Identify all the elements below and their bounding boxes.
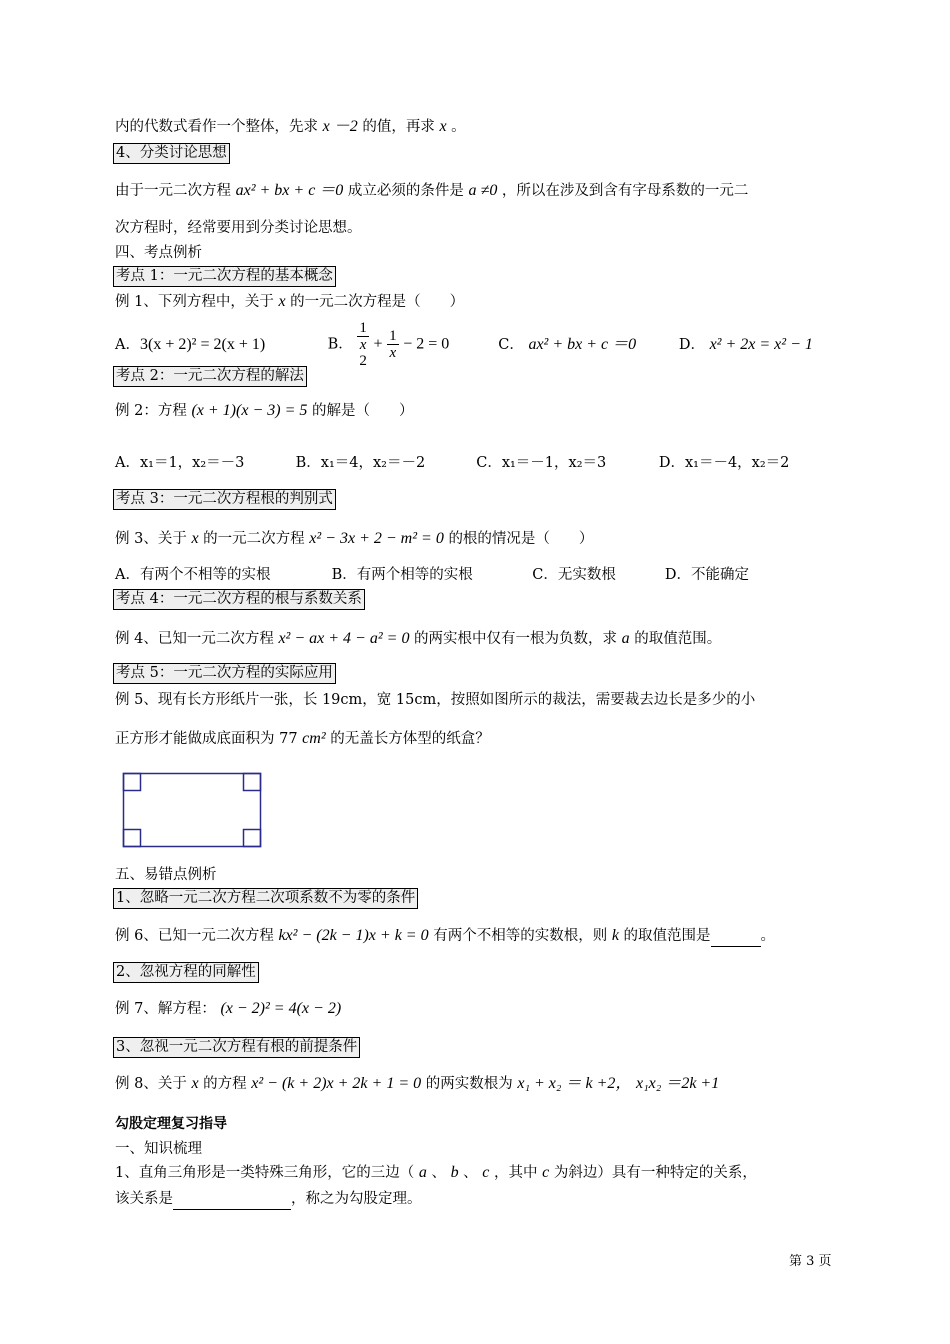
sec4-equation: ax² + bx + c ＝0 — [235, 182, 344, 199]
ex3-equation: x² − 3x + 2 − m² = 0 — [309, 530, 444, 547]
ex3-text: 例 3、关于 — [115, 531, 187, 547]
ex3-option-c: C．无实数根 — [532, 567, 616, 583]
ex6-text2: 有两个不相等的实数根，则 — [433, 928, 608, 944]
ex5-line2 — [115, 729, 490, 749]
ex6-equation: kx² − (2k − 1)x + k = 0 — [278, 927, 429, 944]
ex3-text3: 的根的情况是（ ） — [448, 531, 594, 547]
ex5-unit: cm² — [302, 730, 326, 747]
k2-heading: 考点 2：一元二次方程的解法 — [113, 366, 307, 387]
gougu-title: 勾股定理复习指导 — [115, 1116, 227, 1132]
intro-line — [115, 117, 466, 137]
part4-title: 四、考点例析 — [115, 245, 202, 261]
ex1-option-b — [328, 320, 494, 369]
kp1-a: a — [418, 1164, 427, 1181]
ex4-text: 例 4、已知一元二次方程 — [115, 631, 274, 647]
kp1-sep2: 、 — [463, 1165, 478, 1181]
e1-heading: 1、忽略一元二次方程二次项系数不为零的条件 — [113, 888, 418, 909]
intro-x: x — [439, 118, 447, 135]
kp1-b: b — [450, 1164, 459, 1181]
ex1-text2: 的一元二次方程是（ ） — [290, 294, 465, 310]
cutout-rectangle-figure — [122, 772, 262, 848]
part5-title: 五、易错点例析 — [115, 867, 217, 883]
intro-text: 内的代数式看作一个整体，先求 — [115, 119, 318, 135]
ex1-option-c-eq: ax² + bx + c ＝0 — [528, 335, 637, 353]
intro-expression: x －2 — [322, 118, 358, 135]
ex5-line2-post: 的无盖长方体型的纸盒？ — [330, 731, 490, 747]
ex3-option-a: A．有两个不相等的实根 — [115, 567, 271, 583]
option-label: D． — [678, 336, 705, 353]
ex2-text2: 的解是（ ） — [311, 403, 414, 419]
ex2-option-a: A．x₁＝1，x₂＝－3 — [115, 455, 245, 471]
ex6-text: 例 6、已知一元二次方程 — [115, 928, 274, 944]
ex1-options — [115, 320, 813, 369]
ex3-option-b: B．有两个相等的实根 — [331, 567, 473, 583]
page-number: 第 3 页 — [789, 1254, 832, 1269]
kp1-pre: 1、直角三角形是一类特殊三角形，它的三边（ — [115, 1165, 415, 1181]
ex1-option-a-eq: 3(x + 2)² = 2(x + 1) — [139, 335, 266, 353]
option-label: B． — [327, 336, 353, 353]
ex8-root-product: x₁x₂ ＝2k +1 — [635, 1075, 720, 1092]
ex2-equation: (x + 1)(x − 3) = 5 — [191, 402, 308, 419]
ex3-text2: 的一元二次方程 — [203, 531, 305, 547]
ex2-option-d: D．x₁＝－4，x₂＝2 — [658, 455, 790, 471]
sec4-pre: 由于一元二次方程 — [115, 183, 231, 199]
ex7-question — [115, 999, 341, 1019]
kp1-line2-pre: 该关系是 — [115, 1191, 173, 1207]
intro-text-end: 。 — [451, 119, 466, 135]
k5-heading: 考点 5：一元二次方程的实际应用 — [113, 663, 336, 684]
e3-heading: 3、忽视一元二次方程有根的前提条件 — [113, 1037, 360, 1058]
kp1-sep1: 、 — [431, 1165, 446, 1181]
ex6-end: 。 — [760, 928, 776, 944]
ex4-question — [115, 629, 721, 649]
e2-heading: 2、忽视方程的同解性 — [113, 962, 259, 983]
answer-blank[interactable] — [711, 926, 761, 947]
figure-corner-square-tl — [124, 774, 141, 791]
figure-corner-square-bl — [124, 830, 141, 847]
ex6-k: k — [611, 927, 619, 944]
ex2-question — [115, 401, 413, 421]
figure-outer-rect — [124, 774, 261, 847]
answer-blank[interactable] — [173, 1189, 291, 1210]
sec4-post: ，所以在涉及到含有字母系数的一元二 — [501, 183, 749, 199]
k4-heading: 考点 4：一元二次方程的根与系数关系 — [113, 589, 365, 610]
section4-heading: 4、分类讨论思想 — [113, 143, 230, 164]
option-label: A． — [115, 336, 140, 353]
ex8-question — [115, 1074, 719, 1094]
ex7-equation: (x − 2)² = 4(x − 2) — [220, 1000, 342, 1017]
figure-corner-square-tr — [244, 774, 261, 791]
ex5-line2-pre: 正方形才能做成底面积为 77 — [115, 731, 298, 747]
intro-text-mid: 的值，再求 — [362, 119, 435, 135]
ex8-root-sum: x₁ + x₂ ＝ k +2， — [517, 1075, 632, 1092]
sec4-condition: a ≠0 — [468, 182, 498, 199]
ex4-text2: 的两实根中仅有一根为负数，求 — [414, 631, 618, 647]
ex1-option-c — [498, 327, 674, 363]
ex4-a: a — [621, 630, 630, 647]
k3-heading: 考点 3：一元二次方程根的判别式 — [113, 489, 336, 510]
kp1-post: 为斜边）具有一种特定的关系， — [553, 1165, 757, 1181]
ex8-text3: 的两实数根为 — [425, 1076, 513, 1092]
ex6-question — [115, 926, 775, 947]
ex8-text: 例 8、关于 — [115, 1076, 187, 1092]
ex2-option-c: C．x₁＝－1，x₂＝3 — [476, 455, 607, 471]
fraction-1-over-x: $\frac{1}{x}$ — [389, 328, 397, 361]
ex2-text: 例 2：方程 — [115, 403, 187, 419]
kp1-mid: ，其中 — [494, 1165, 538, 1181]
sec4-line2: 次方程时，经常要用到分类讨论思想。 — [115, 220, 362, 236]
ex1-option-d-eq: x² + 2x = x² − 1 — [709, 335, 813, 353]
ex3-x: x — [191, 530, 199, 547]
kp1-c2: c — [542, 1164, 550, 1181]
sec4-line1 — [115, 181, 748, 201]
figure-corner-square-br — [244, 830, 261, 847]
ex5-line1: 例 5、现有长方形纸片一张，长 19cm，宽 15cm，按照如图所示的裁法，需要裁去边长是多少的小 — [115, 692, 756, 708]
ex8-x: x — [191, 1075, 199, 1092]
ex1-x: x — [278, 293, 286, 310]
fraction-1-over-x2: 1 x 2 — [359, 320, 367, 369]
ex1-text: 例 1、下列方程中，关于 — [115, 294, 274, 310]
k1-heading: 考点 1：一元二次方程的基本概念 — [113, 266, 336, 287]
ex2-option-b: B．x₁＝4，x₂＝－2 — [295, 455, 426, 471]
ex1-question — [115, 292, 464, 312]
ex1-option-b-plus: + — [373, 335, 383, 353]
ex1-option-d — [679, 327, 813, 363]
ex1-option-b-end: − 2 = 0 — [403, 335, 450, 353]
kp1-c: c — [482, 1164, 490, 1181]
ex3-question — [115, 529, 593, 549]
kp1-line1 — [115, 1163, 757, 1183]
sec4-mid: 成立必须的条件是 — [347, 183, 464, 199]
ex1-option-a — [115, 327, 323, 363]
ex4-equation: x² − ax + 4 − a² = 0 — [278, 630, 410, 647]
ex4-text3: 的取值范围。 — [634, 631, 722, 647]
ex3-option-d: D．不能确定 — [664, 567, 749, 583]
kp1-line2 — [115, 1189, 422, 1210]
ex8-text2: 的方程 — [203, 1076, 247, 1092]
ex6-text3: 的取值范围是 — [623, 928, 711, 944]
ex8-equation: x² − (k + 2)x + 2k + 1 = 0 — [251, 1075, 422, 1092]
knowledge-title: 一、知识梳理 — [115, 1141, 202, 1157]
ex2-options — [115, 453, 789, 473]
option-label: C． — [498, 336, 524, 353]
kp1-line2-post: ，称之为勾股定理。 — [291, 1191, 422, 1207]
ex7-text: 例 7、解方程： — [115, 1001, 216, 1017]
ex3-options — [115, 565, 749, 585]
